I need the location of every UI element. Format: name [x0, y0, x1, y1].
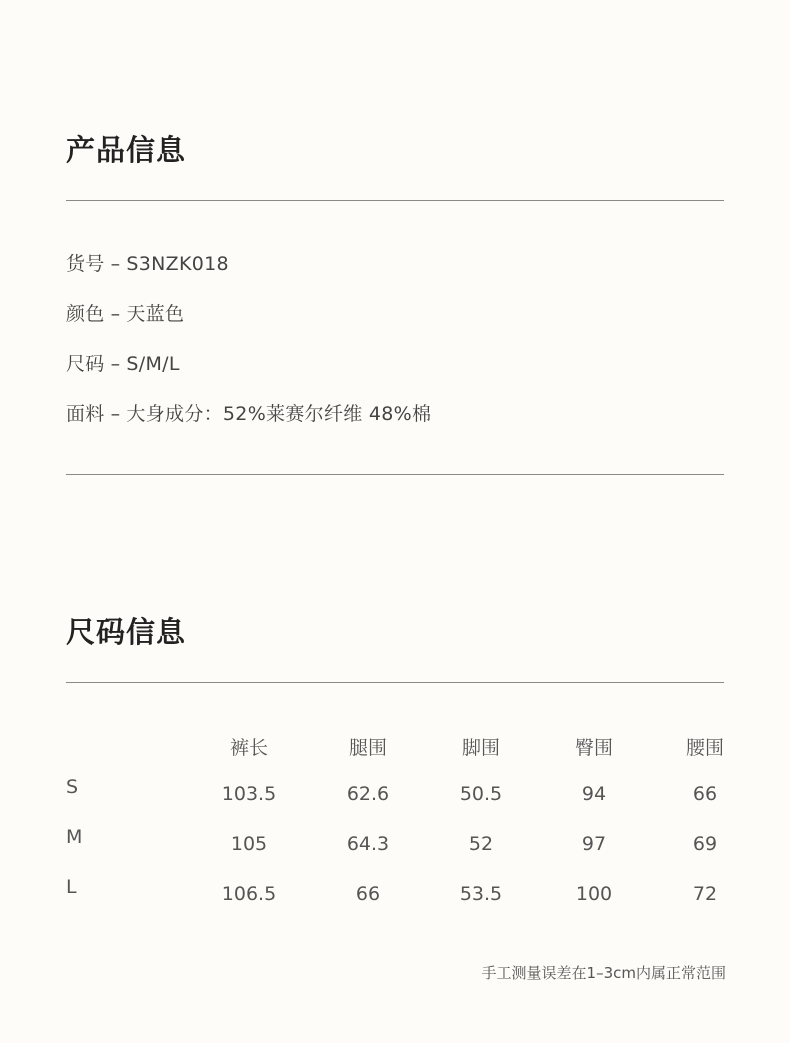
info-value-item-number: S3NZK018 — [126, 253, 229, 275]
size-cell: 64.3 — [346, 833, 390, 855]
size-cell: 66 — [692, 783, 718, 805]
size-cell: 62.6 — [346, 783, 390, 805]
product-info-divider-top — [66, 200, 724, 201]
measurement-note: 手工测量误差在1–3cm内属正常范围 — [481, 964, 726, 982]
info-row-color — [66, 299, 184, 326]
size-cell: 97 — [581, 833, 607, 855]
size-cell: 66 — [355, 883, 381, 905]
info-separator: – — [110, 353, 121, 375]
size-header-waist: 腰围 — [685, 737, 725, 759]
info-value-color: 天蓝色 — [126, 303, 185, 325]
info-label-fabric: 面料 — [66, 403, 105, 425]
size-cell: 106.5 — [221, 883, 277, 905]
size-info-title: 尺码信息 — [66, 615, 187, 649]
size-header-hem: 脚围 — [461, 737, 501, 759]
size-cell: 53.5 — [459, 883, 503, 905]
size-row-label: S — [66, 776, 79, 798]
product-info-title: 产品信息 — [66, 133, 187, 167]
info-separator: – — [110, 253, 121, 275]
size-cell: 52 — [468, 833, 494, 855]
size-cell: 72 — [692, 883, 718, 905]
size-row-label: L — [66, 876, 77, 898]
info-separator: – — [110, 303, 121, 325]
size-header-length: 裤长 — [229, 737, 269, 759]
size-cell: 50.5 — [459, 783, 503, 805]
info-separator: – — [110, 403, 121, 425]
product-info-divider-bottom — [66, 474, 724, 475]
size-info-divider — [66, 682, 724, 683]
info-label-item-number: 货号 — [66, 253, 105, 275]
size-header-hip: 臀围 — [574, 737, 614, 759]
info-label-size: 尺码 — [66, 353, 105, 375]
size-cell: 100 — [575, 883, 613, 905]
info-row-item-number — [66, 249, 229, 276]
info-value-fabric: 大身成分：52%莱赛尔纤维 48%棉 — [126, 403, 432, 425]
size-cell: 94 — [581, 783, 607, 805]
size-cell: 105 — [230, 833, 268, 855]
info-label-color: 颜色 — [66, 303, 105, 325]
size-row-label: M — [66, 826, 83, 848]
size-cell: 103.5 — [221, 783, 277, 805]
info-row-fabric — [66, 399, 431, 426]
info-row-size — [66, 349, 180, 376]
size-header-leg: 腿围 — [348, 737, 388, 759]
size-cell: 69 — [692, 833, 718, 855]
info-value-size: S/M/L — [126, 353, 180, 375]
